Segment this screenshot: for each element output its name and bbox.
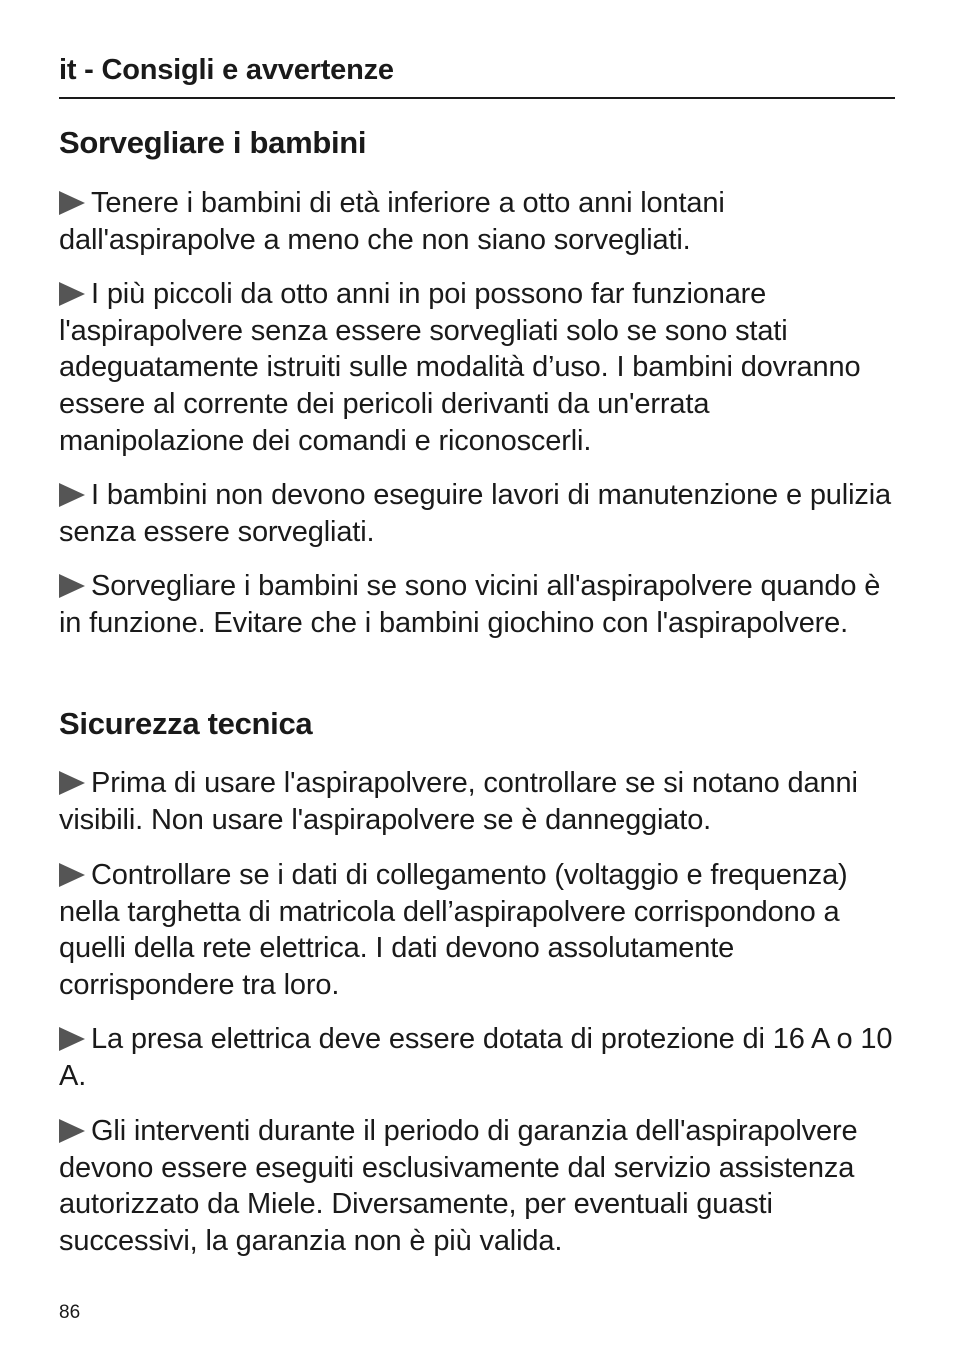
triangle-arrow-icon bbox=[59, 771, 85, 795]
warning-paragraph bbox=[59, 1113, 899, 1260]
section-title: Sorvegliare i bambini bbox=[59, 125, 367, 160]
paragraph-text: Prima di usare l'aspirapolvere, controllare se si notano danni visibili. Non usare l'aspirapolvere se è danneggiato. bbox=[59, 767, 858, 836]
paragraph-text: I più piccoli da otto anni in poi possono far funzionare l'aspirapolvere senza essere sorvegliati solo se sono stati adeguatamente istruiti sulle modalità d’uso. I bambini dovranno essere al corrente dei pericoli derivanti da un'errata manipolazione dei comandi e riconoscerli. bbox=[59, 278, 861, 457]
triangle-arrow-icon bbox=[59, 863, 85, 887]
paragraph-text: La presa elettrica deve essere dotata di protezione di 16 A o 10 A. bbox=[59, 1023, 893, 1092]
warning-paragraph bbox=[59, 185, 899, 258]
triangle-arrow-icon bbox=[59, 574, 85, 598]
paragraph-text: I bambini non devono eseguire lavori di manutenzione e pulizia senza essere sorvegliati. bbox=[59, 479, 891, 548]
triangle-arrow-icon bbox=[59, 1119, 85, 1143]
warning-paragraph bbox=[59, 568, 899, 641]
paragraph-text: Sorvegliare i bambini se sono vicini all'aspirapolvere quando è in funzione. Evitare che i bambini giochino con l'aspirapolvere. bbox=[59, 570, 881, 639]
header-title: it - Consigli e avvertenze bbox=[59, 54, 394, 86]
paragraph-text: Gli interventi durante il periodo di garanzia dell'aspirapolvere devono essere eseguiti esclusivamente dal servizio assistenza autorizzato da Miele. Diversamente, per eventuali guasti successivi, la garanzia non è più valida. bbox=[59, 1115, 858, 1258]
paragraph-text: Tenere i bambini di età inferiore a otto anni lontani dall'aspirapolve a meno che non siano sorvegliati. bbox=[59, 187, 725, 256]
paragraph-text: Controllare se i dati di collegamento (voltaggio e frequenza) nella targhetta di matricola dell’aspirapolvere corrispondono a quelli della rete elettrica. I dati devono assolutamente corrispondere tra loro. bbox=[59, 859, 848, 1002]
section-title: Sicurezza tecnica bbox=[59, 706, 313, 741]
warning-paragraph bbox=[59, 765, 899, 838]
page-number: 86 bbox=[59, 1302, 81, 1323]
triangle-arrow-icon bbox=[59, 282, 85, 306]
triangle-arrow-icon bbox=[59, 1027, 85, 1051]
warning-paragraph bbox=[59, 276, 899, 460]
header-divider bbox=[59, 97, 895, 99]
warning-paragraph bbox=[59, 1021, 899, 1094]
triangle-arrow-icon bbox=[59, 483, 85, 507]
warning-paragraph bbox=[59, 857, 899, 1004]
triangle-arrow-icon bbox=[59, 191, 85, 215]
warning-paragraph bbox=[59, 477, 899, 550]
